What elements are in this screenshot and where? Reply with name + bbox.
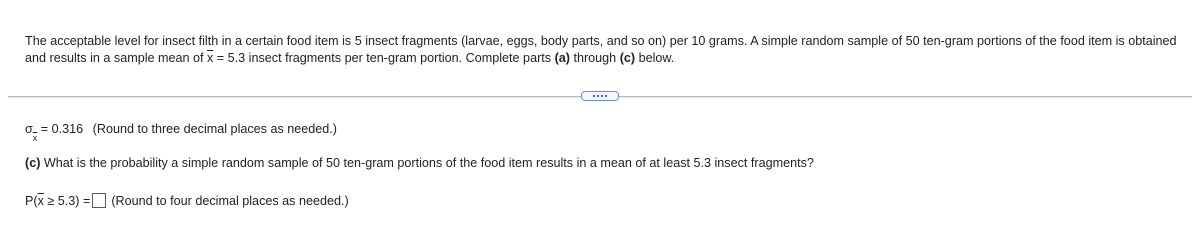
problem-text-end: below.: [635, 51, 675, 65]
part-c-label: (c): [25, 156, 41, 170]
problem-text-through: through: [569, 51, 620, 65]
part-c-ref: (c): [619, 51, 636, 65]
problem-statement: [25, 33, 1185, 67]
probability-condition: ≥ 5.3) =: [43, 194, 91, 208]
section-divider: [8, 91, 1192, 101]
probability-answer-input[interactable]: [92, 193, 106, 208]
sigma-xbar-symbol: $\sigma_{\overline{x}}$: [25, 122, 38, 143]
probability-answer-line: [25, 193, 349, 208]
part-c-question: [25, 156, 814, 170]
problem-text-1: The acceptable level for insect filth in a certain food item is 5 insect fragments (larvae, eggs, body parts, and so on) per 10 grams. A simple random sample of 50 ten-gram portions of the food item is obtained and results in a sample mean of: [25, 34, 1177, 65]
probability-prefix: P(: [25, 194, 38, 208]
sigma-answer-value: 0.316: [51, 122, 84, 136]
part-c-text: What is the probability a simple random sample of 50 ten-gram portions of the food item results in a mean of at least 5.3 insect fragments?: [40, 156, 814, 170]
sigma-answer-line: [25, 122, 337, 143]
xbar-symbol: $\overline{x}$: [207, 51, 214, 65]
probability-rounding-hint: (Round to four decimal places as needed.): [111, 194, 349, 208]
probability-xbar: $\overline{x}$: [37, 194, 44, 208]
problem-text-2: = 5.3 insect fragments per ten-gram portion. Complete parts: [213, 51, 555, 65]
sigma-rounding-hint: (Round to three decimal places as needed.): [92, 122, 337, 136]
sigma-equals: =: [40, 122, 49, 136]
ellipsis-icon: [590, 93, 610, 99]
expand-previous-parts-button[interactable]: [581, 91, 619, 101]
part-a-label: (a): [554, 51, 570, 65]
